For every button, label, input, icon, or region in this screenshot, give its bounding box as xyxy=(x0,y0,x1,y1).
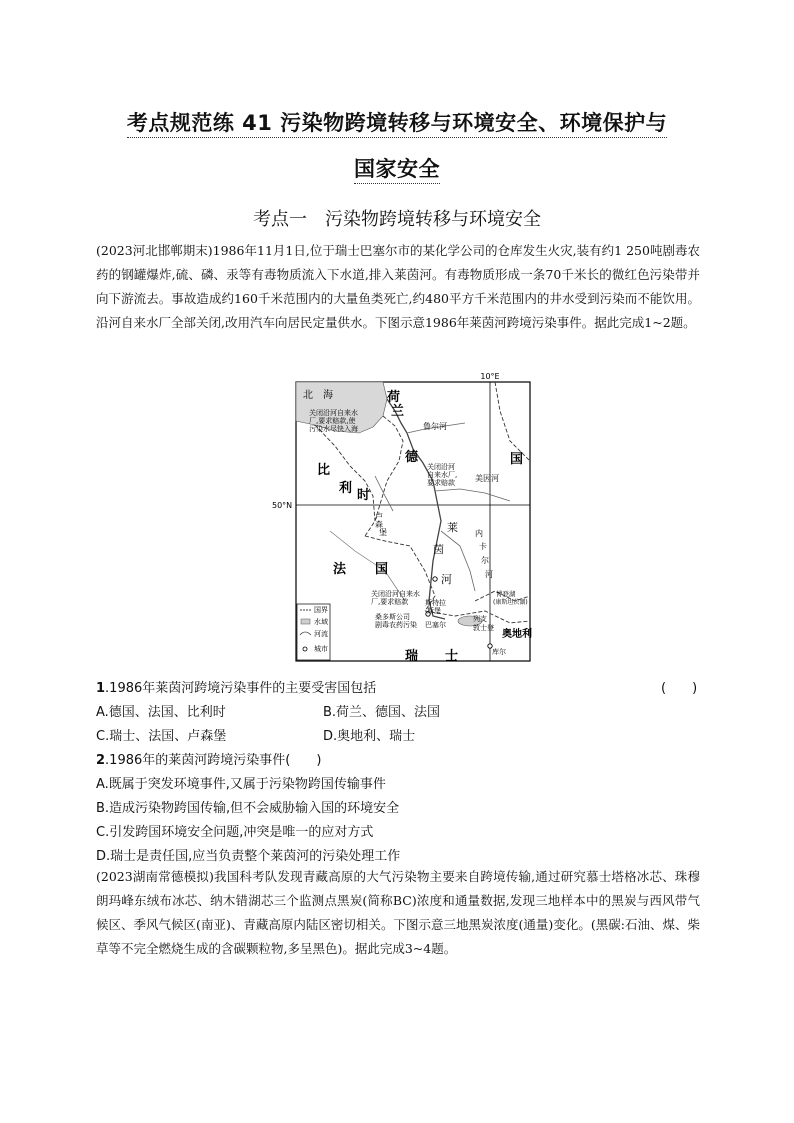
q1-option-d: D.奥地利、瑞士 xyxy=(323,729,416,744)
country-belgium: 时 xyxy=(357,488,371,503)
country-germany: 国 xyxy=(510,452,524,467)
note-middle: 要求赔款 xyxy=(427,479,455,487)
intro-paragraph: (2023河北邯郸期末)1986年11月1日,位于瑞士巴塞尔市的某化学公司的仓库发生火灾,装有约1 250吨剧毒农药的钢罐爆炸,硫、磷、汞等有毒物质流入下水道,排入莱茵河。有毒物质形成一条70千米长的微红色污染带并向下游流去。事故造成约160千米范围内的大量鱼类死亡,约480平方千米范围内的井水受到污染而不能饮用。沿河自来水厂全部关闭,改用汽车向居民定量供水。下图示意1986年莱茵河跨境污染事件。据此完成1~2题。 xyxy=(96,243,700,330)
city-strasbourg: 斯堡 xyxy=(427,607,441,615)
page-title-line2: 国家安全 xyxy=(0,153,794,183)
country-netherlands: 兰 xyxy=(391,404,405,419)
river-neckar: 尔 xyxy=(481,556,489,565)
note-north: 关闭沿河自来水 xyxy=(309,409,358,417)
country-liechtenstein: 敦士登 xyxy=(473,624,494,632)
note-north: 污染水尽快入海 xyxy=(309,425,358,433)
q2-option-d: D.瑞士是责任国,应当负责整个莱茵河的污染处理工作 xyxy=(96,849,401,864)
lake-constance: (康斯坦茨湖) xyxy=(493,599,528,606)
question-2-stem: 2.1986年的莱茵河跨境污染事件( ) xyxy=(96,753,322,768)
river-rhine: 茵 xyxy=(433,543,444,556)
country-switzerland: 士 xyxy=(445,649,459,664)
q2-option-b: B.造成污染物跨国传输,但不会威胁输入国的环境安全 xyxy=(96,801,400,816)
legend-city: 城市 xyxy=(314,645,328,653)
river-rhine: 莱 xyxy=(447,521,458,534)
country-liechtenstein: 列支 xyxy=(473,615,487,623)
legend-river: 河流 xyxy=(314,630,328,638)
river-neckar: 内 xyxy=(475,529,483,538)
legend-water: 水域 xyxy=(314,618,328,626)
lake-constance: 博登湖 xyxy=(496,590,516,598)
lon-label: 10°E xyxy=(480,372,500,381)
city-chur: 库尔 xyxy=(492,648,506,656)
question-1-stem: 1.1986年莱茵河跨境污染事件的主要受害国包括 xyxy=(96,681,377,696)
country-luxembourg: 森 xyxy=(375,520,383,529)
river-neckar: 河 xyxy=(485,570,493,579)
question-1-answer-paren: ( ) xyxy=(661,681,698,696)
q1-option-c: C.瑞士、法国、卢森堡 xyxy=(96,729,227,744)
rhine-pollution-map xyxy=(272,371,532,664)
note-company: 剧毒农药污染 xyxy=(375,621,417,629)
river-rhine: 河 xyxy=(441,573,452,586)
country-france: 国 xyxy=(375,562,389,577)
q2-option-a: A.既属于突发环境事件,又属于污染物跨国传输事件 xyxy=(96,777,386,792)
note-middle: 关闭沿河 xyxy=(427,463,455,471)
legend-border: 国界 xyxy=(314,606,328,614)
sea-label: 北 海 xyxy=(303,390,333,401)
q1-option-a: A.德国、法国、比利时 xyxy=(96,705,226,720)
country-luxembourg: 卢 xyxy=(375,512,383,521)
river-ruhr: 鲁尔河 xyxy=(423,422,447,431)
note-south: 关闭沿河自来水 xyxy=(371,590,420,598)
lat-label: 50°N xyxy=(272,501,293,510)
country-belgium: 比 xyxy=(317,463,331,478)
country-austria: 奥地利 xyxy=(502,629,532,640)
note-company: 桑多斯公司 xyxy=(375,613,410,621)
q1-option-b: B.荷兰、德国、法国 xyxy=(323,705,441,720)
note-south: 厂,要求赔款 xyxy=(371,598,409,606)
q2-option-c: C.引发跨国环境安全问题,冲突是唯一的应对方式 xyxy=(96,825,374,840)
note-middle: 自来水厂, xyxy=(427,471,458,479)
country-luxembourg: 堡 xyxy=(379,528,387,537)
page-title-line1: 考点规范练 41 污染物跨境转移与环境安全、环境保护与 xyxy=(0,107,794,137)
country-netherlands: 荷 xyxy=(387,390,401,405)
river-neckar: 卡 xyxy=(479,542,487,551)
country-germany: 德 xyxy=(405,450,419,465)
city-strasbourg: 斯特拉 xyxy=(425,599,446,607)
section-heading: 考点一 污染物跨境转移与环境安全 xyxy=(253,209,541,230)
second-paragraph: (2023湖南常德模拟)我国科考队发现青藏高原的大气污染物主要来自跨境传输,通过研究慕士塔格冰芯、珠穆朗玛峰东绒布冰芯、纳木错湖芯三个监测点黑炭(简称BC)浓度和通量数据,发现三地样本中的黑炭与西风带气候区、季风气候区(南亚)、青藏高原内陆区密切相关。下图示意三地黑炭浓度(通量)变化。(黑碳:石油、煤、柴草等不完全燃烧生成的含碳颗粒物,多呈黑色)。据此完成3~4题。 xyxy=(96,869,700,956)
country-switzerland: 瑞 xyxy=(405,649,419,664)
river-main: 美因河 xyxy=(475,474,499,483)
city-basel: 巴塞尔 xyxy=(425,621,446,629)
country-france: 法 xyxy=(333,562,347,577)
country-belgium: 利 xyxy=(339,481,353,496)
note-north: 厂,要求赔款,使 xyxy=(309,417,356,425)
